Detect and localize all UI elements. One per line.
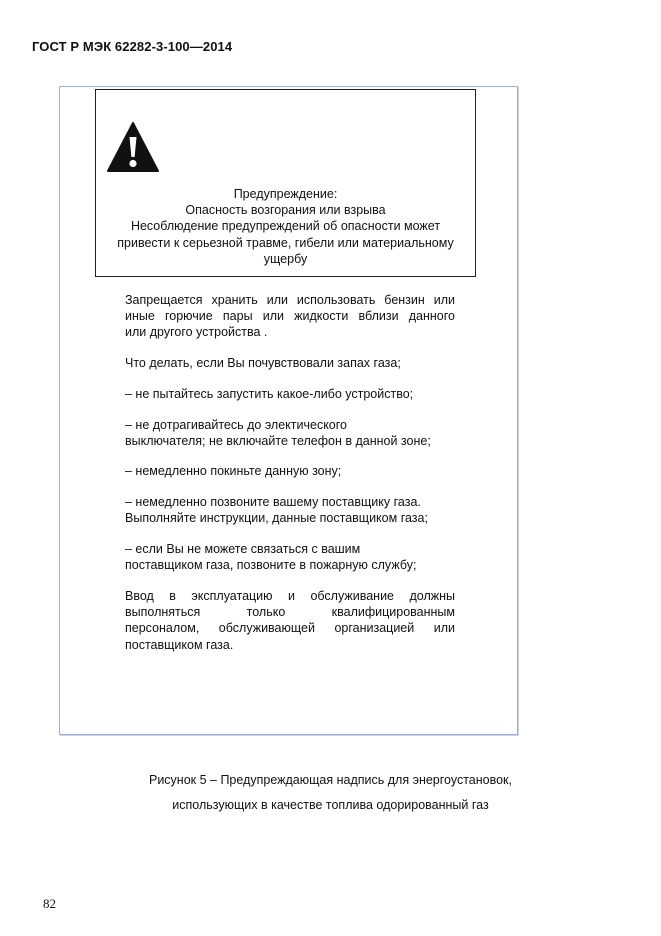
warning-title: Предупреждение: (233, 187, 338, 201)
warning-box (95, 89, 476, 277)
text-line: – если Вы не можете связаться с вашим (125, 542, 361, 557)
instruction-item (125, 541, 455, 573)
gas-smell-heading (125, 355, 455, 371)
text-line: Ввод в эксплуатацию и обслуживание должны (125, 588, 455, 603)
text-line: – немедленно покиньте данную зону; (125, 464, 342, 479)
storage-prohibition-paragraph (125, 292, 455, 341)
text-line: – не дотрагивайтесь до электического (125, 417, 347, 432)
figure-frame (59, 86, 518, 735)
warning-line: Несоблюдение предупреждений об опасности может (130, 219, 441, 234)
warning-line: ущербу (263, 251, 308, 266)
text-line: Что делать, если Вы почувствовали запах газа; (125, 356, 401, 371)
text-line: выключателя; не включайте телефон в данной зоне; (125, 433, 431, 448)
figure-caption-line-2: использующих в качестве топлива одорированный газ (172, 798, 489, 812)
text-line: – немедленно позвоните вашему поставщику газа. (125, 495, 421, 510)
warning-text (96, 186, 475, 267)
figure-caption-line-1: Рисунок 5 – Предупреждающая надпись для энергоустановок, (148, 773, 512, 787)
instruction-item (125, 417, 455, 449)
page-number: 82 (43, 896, 56, 911)
text-line: Запрещается хранить или использовать бензин или (125, 293, 455, 307)
text-line: персоналом, обслуживающей организацией или (125, 621, 455, 636)
warning-triangle-icon (107, 121, 159, 173)
text-line: поставщиком газа. (125, 637, 234, 652)
instructions-text (125, 292, 455, 667)
instruction-item (125, 463, 455, 479)
text-line: выполняться только квалифицированным (125, 605, 455, 620)
text-line: поставщиком газа, позвоните в пожарную службу; (125, 558, 417, 573)
qualified-personnel-paragraph (125, 588, 455, 653)
document-header: ГОСТ Р МЭК 62282-3-100—2014 (32, 39, 233, 54)
warning-hazard: Опасность возгорания или взрыва (185, 203, 386, 218)
text-line: иные горючие пары или жидкости вблизи данного (125, 309, 455, 324)
text-line: – не пытайтесь запустить какое-либо устройство; (125, 386, 414, 401)
instruction-item (125, 494, 455, 526)
text-line: или другого устройства . (125, 325, 268, 340)
warning-line: привести к серьезной травме, гибели или материальному (117, 235, 454, 250)
text-line: Выполняйте инструкции, данные поставщиком газа; (125, 511, 428, 526)
instruction-item (125, 386, 455, 402)
